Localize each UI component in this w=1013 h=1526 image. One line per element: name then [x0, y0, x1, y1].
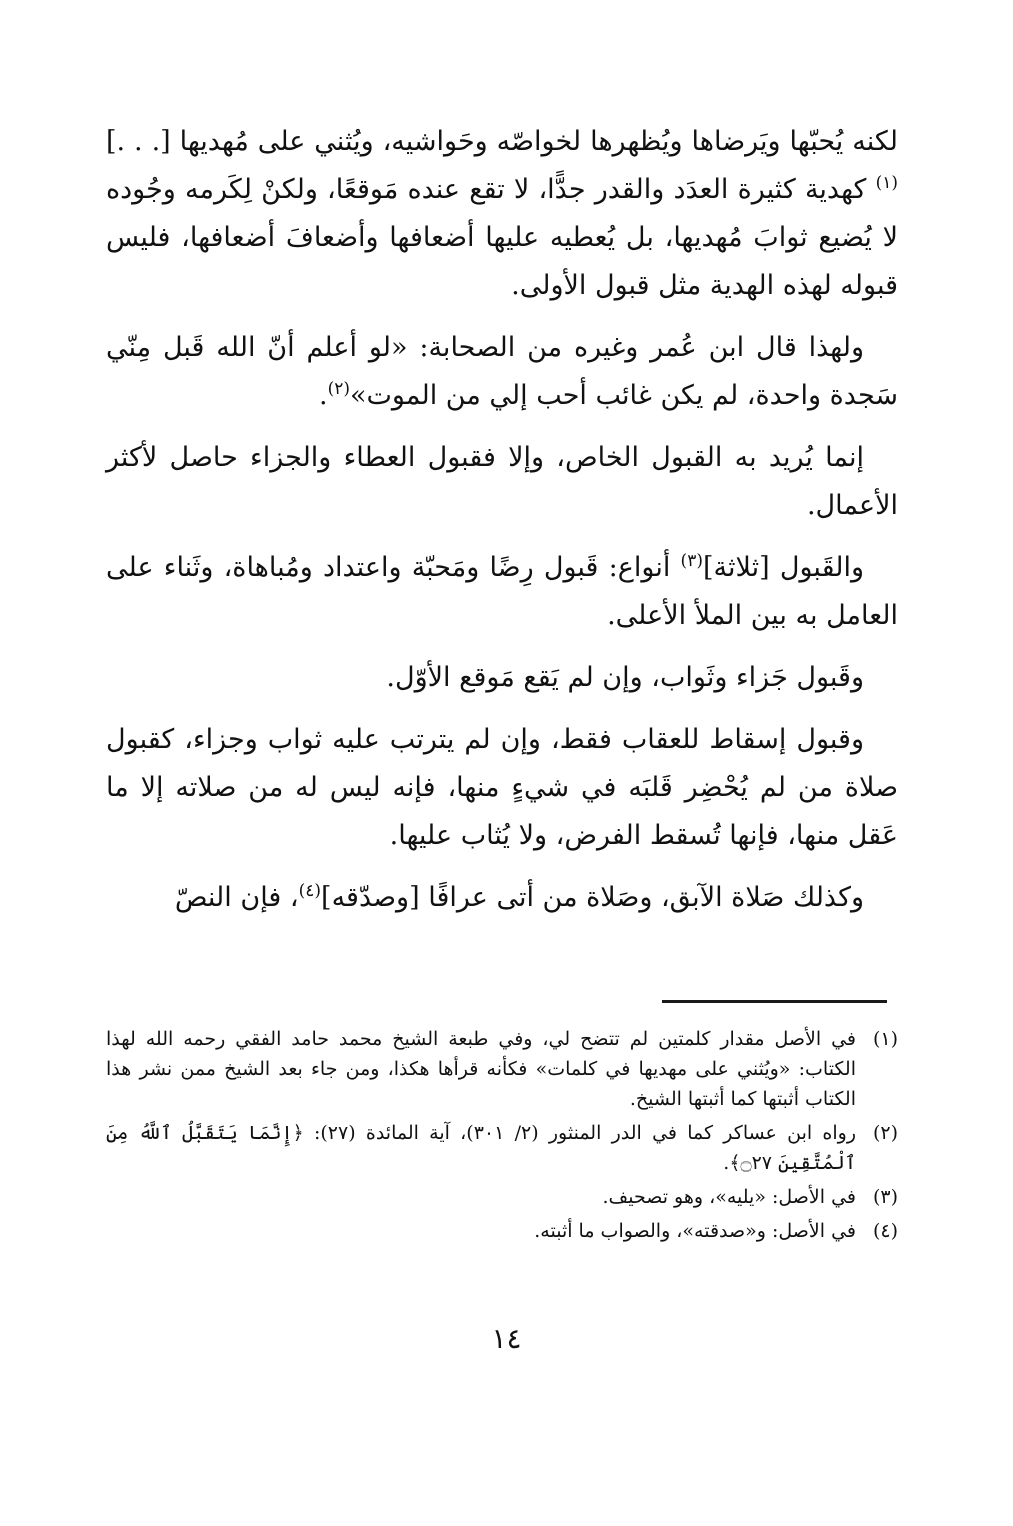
footnote-ref-3: (٣): [680, 551, 703, 571]
paragraph-6: [106, 716, 898, 860]
footnote-4-text: في الأصل: و«صدقته»، والصواب ما أثبته.: [534, 1220, 856, 1242]
paragraph-1-text-a: لكنه يُحبّها ويَرضاها ويُظهرها لخواصّه وحَواشيه، ويُثني على مُهديها [. . .]: [106, 126, 898, 157]
footnote-2-number: (٢): [872, 1122, 898, 1144]
paragraph-4-text-b: أنواع: قَبول رِضًا ومَحبّة واعتداد ومُباهاة، وثَناء على العامل به بين الملأ الأعلى.: [106, 552, 898, 631]
footnote-ref-4: (٤): [298, 881, 322, 901]
footnote-3-number: (٣): [872, 1186, 898, 1208]
paragraph-6-text: وقبول إسقاط للعقاب فقط، وإن لم يترتب عليه ثواب وجزاء، كقبول صلاة من لم يُحْضِر قَلبَه في شيءٍ منها، فإنه ليس له من صلاته إلا ما عَقل منها، فإنها تُسقط الفرض، ولا يُثاب عليها.: [106, 724, 898, 851]
main-text-block: [106, 118, 898, 936]
footnote-1-number: (١): [872, 1028, 898, 1050]
footnote-3: [106, 1182, 898, 1212]
paragraph-1-text-b: كهدية كثيرة العدَد والقدر جدًّا، لا تقع عنده مَوقعًا، ولكنْ لِكَرمه وجُوده لا يُضيع ثوابَ مُهديها، بل يُعطيه عليها أضعافها وأضعافَ أضعافها، فليس قبوله لهذه الهدية مثل قبول الأولى.: [106, 174, 898, 301]
footnote-4: [106, 1216, 898, 1246]
footnote-2-text: رواه ابن عساكر كما في الدر المنثور (٢/ ٣٠١)، آية المائدة (٢٧): ﴿إِنَّمَا يَتَقَبَّلُ ٱللَّهُ مِنَ ٱلْمُتَّقِينَ ۝٢٧﴾.: [106, 1122, 856, 1174]
footnote-4-number: (٤): [872, 1220, 898, 1242]
footnote-ref-2: (٢): [327, 379, 350, 399]
footnote-separator: [662, 1000, 887, 1003]
page-number: ١٤: [491, 1322, 522, 1355]
footnotes-block: [106, 1024, 898, 1250]
footnote-ref-1: (١): [875, 173, 898, 193]
paragraph-4: [106, 544, 898, 640]
paragraph-5: [106, 654, 898, 702]
footnote-1: [106, 1024, 898, 1114]
paragraph-3-text: إنما يُريد به القبول الخاص، وإلا فقبول العطاء والجزاء حاصل لأكثر الأعمال.: [106, 442, 898, 521]
paragraph-4-text-a: والقَبول [ثلاثة]: [702, 552, 864, 583]
footnote-1-text: في الأصل مقدار كلمتين لم تتضح لي، وفي طبعة الشيخ محمد حامد الفقي رحمه الله لهذا الكتاب: «ويُثني على مهديها في كلمات» فكأنه قرأها هكذا، ومن جاء بعد الشيخ ممن نشر هذا الكتاب أثبتها كما أثبتها الشيخ.: [106, 1028, 856, 1110]
footnote-3-text: في الأصل: «يليه»، وهو تصحيف.: [602, 1186, 856, 1208]
paragraph-1: [106, 118, 898, 310]
paragraph-2-text-a: ولهذا قال ابن عُمر وغيره من الصحابة: «لو أعلم أنّ الله قَبل مِنّي سَجدة واحدة، لم يكن غائب أحب إلي من الموت»: [106, 332, 898, 411]
paragraph-2-text-b: .: [318, 380, 328, 411]
paragraph-7: [106, 874, 898, 922]
paragraph-2: [106, 324, 898, 420]
paragraph-5-text: وقَبول جَزاء وثَواب، وإن لم يَقع مَوقع الأوّل.: [386, 662, 864, 693]
footnote-2: [106, 1118, 898, 1178]
paragraph-7-text-a: وكذلك صَلاة الآبق، وصَلاة من أتى عرافًا [وصدّقه]: [321, 882, 864, 913]
paragraph-3: [106, 434, 898, 530]
paragraph-7-text-b: ، فإن النصّ: [174, 882, 299, 913]
